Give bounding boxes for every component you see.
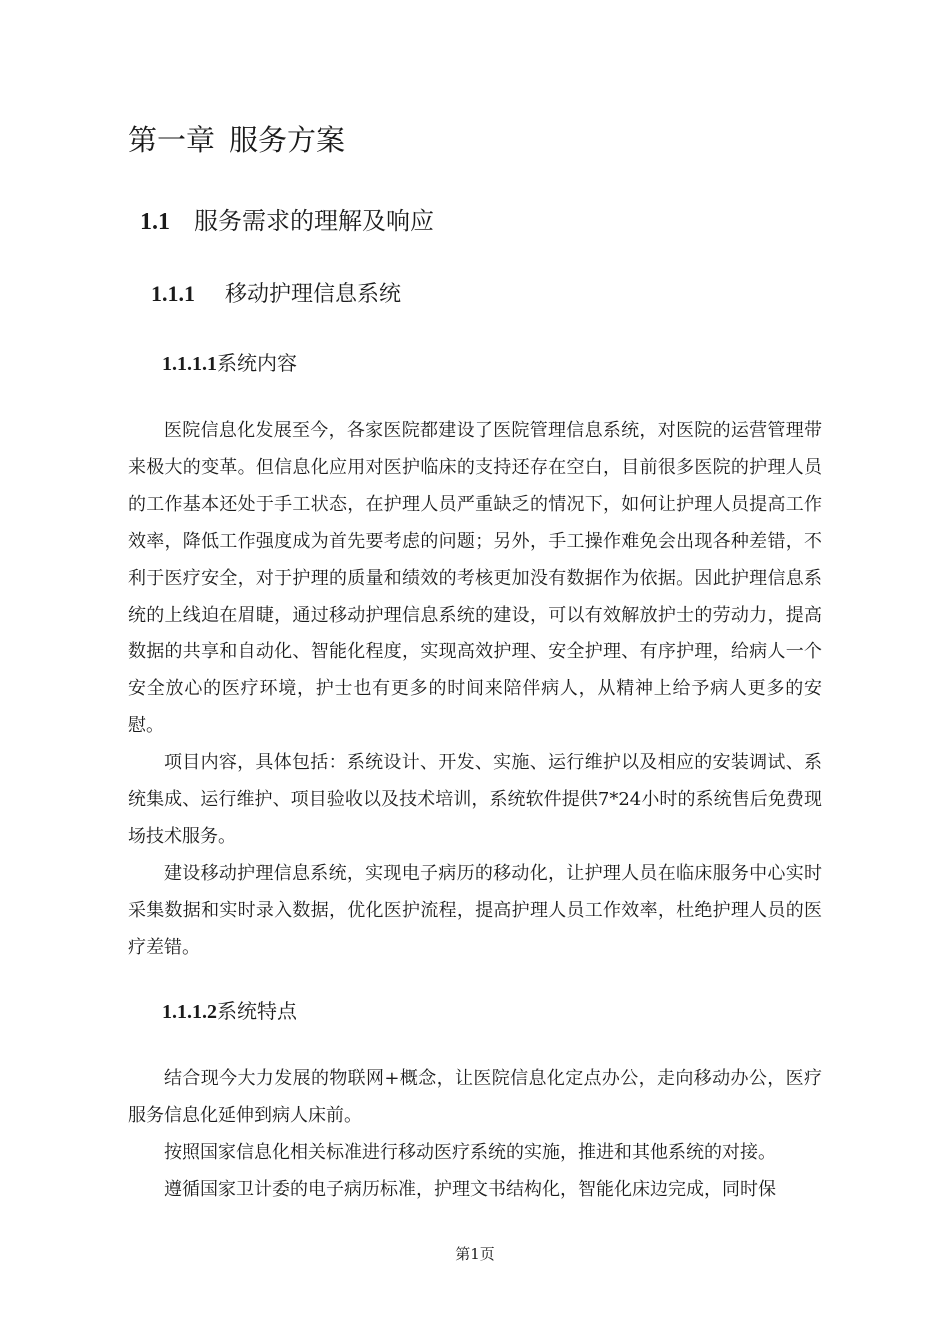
chapter-number: 第一章 xyxy=(128,123,216,157)
subsection-number: 1.1.1 xyxy=(151,281,195,306)
subsubsection-heading-content xyxy=(162,348,297,379)
chapter-heading xyxy=(128,120,345,160)
body-paragraph: 遵循国家卫计委的电子病历标准，护理文书结构化，智能化床边完成，同时保 xyxy=(164,1178,776,1200)
body-paragraph: 医院信息化发展至今，各家医院都建设了医院管理信息系统，对医院的运营管理带来极大的变革。但信息化应用对医护临床的支持还存在空白，目前很多医院的护理人员的工作基本还处于手工状态，在护理人员严重缺乏的情况下，如何让护理人员提高工作效率，降低工作强度成为首先要考虑的问题；另外，手工操作难免会出现各种差错，不利于医疗安全，对于护理的质量和绩效的考核更加没有数据作为依据。因此护理信息系统的上线迫在眉睫，通过移动护理信息系统的建设，可以有效解放护士的劳动力，提高数据的共享和自动化、智能化程度，实现高效护理、安全护理、有序护理，给病人一个安全放心的医疗环境，护士也有更多的时间来陪伴病人，从精神上给予病人更多的安慰。 xyxy=(128,420,822,737)
subsection-heading xyxy=(151,278,401,311)
section-number: 1.1 xyxy=(140,209,170,235)
subsubsection-number: 1.1.1.2 xyxy=(162,1001,217,1023)
subsubsection-heading-features xyxy=(162,996,297,1027)
section-heading xyxy=(140,204,434,239)
section-title: 服务需求的理解及响应 xyxy=(194,207,434,235)
body-paragraph: 按照国家信息化相关标准进行移动医疗系统的实施，推进和其他系统的对接。 xyxy=(164,1141,776,1163)
subsubsection-title: 系统特点 xyxy=(217,999,297,1023)
chapter-title: 服务方案 xyxy=(229,123,346,157)
body-paragraph: 项目内容，具体包括：系统设计、开发、实施、运行维护以及相应的安装调试、系统集成、运行维护、项目验收以及技术培训，系统软件提供7*24小时的系统售后免费现场技术服务。 xyxy=(128,752,822,847)
body-paragraph: 建设移动护理信息系统，实现电子病历的移动化，让护理人员在临床服务中心实时采集数据和实时录入数据，优化医护流程，提高护理人员工作效率，杜绝护理人员的医疗差错。 xyxy=(128,862,822,958)
subsection-title: 移动护理信息系统 xyxy=(225,282,402,307)
content-body xyxy=(128,413,822,967)
features-body xyxy=(128,1061,822,1209)
body-paragraph: 结合现今大力发展的物联网+概念，让医院信息化定点办公，走向移动办公，医疗服务信息化延伸到病人床前。 xyxy=(128,1068,822,1126)
page-number-footer: 第1页 xyxy=(455,1245,495,1263)
subsubsection-number: 1.1.1.1 xyxy=(162,353,217,375)
subsubsection-title: 系统内容 xyxy=(217,351,297,375)
